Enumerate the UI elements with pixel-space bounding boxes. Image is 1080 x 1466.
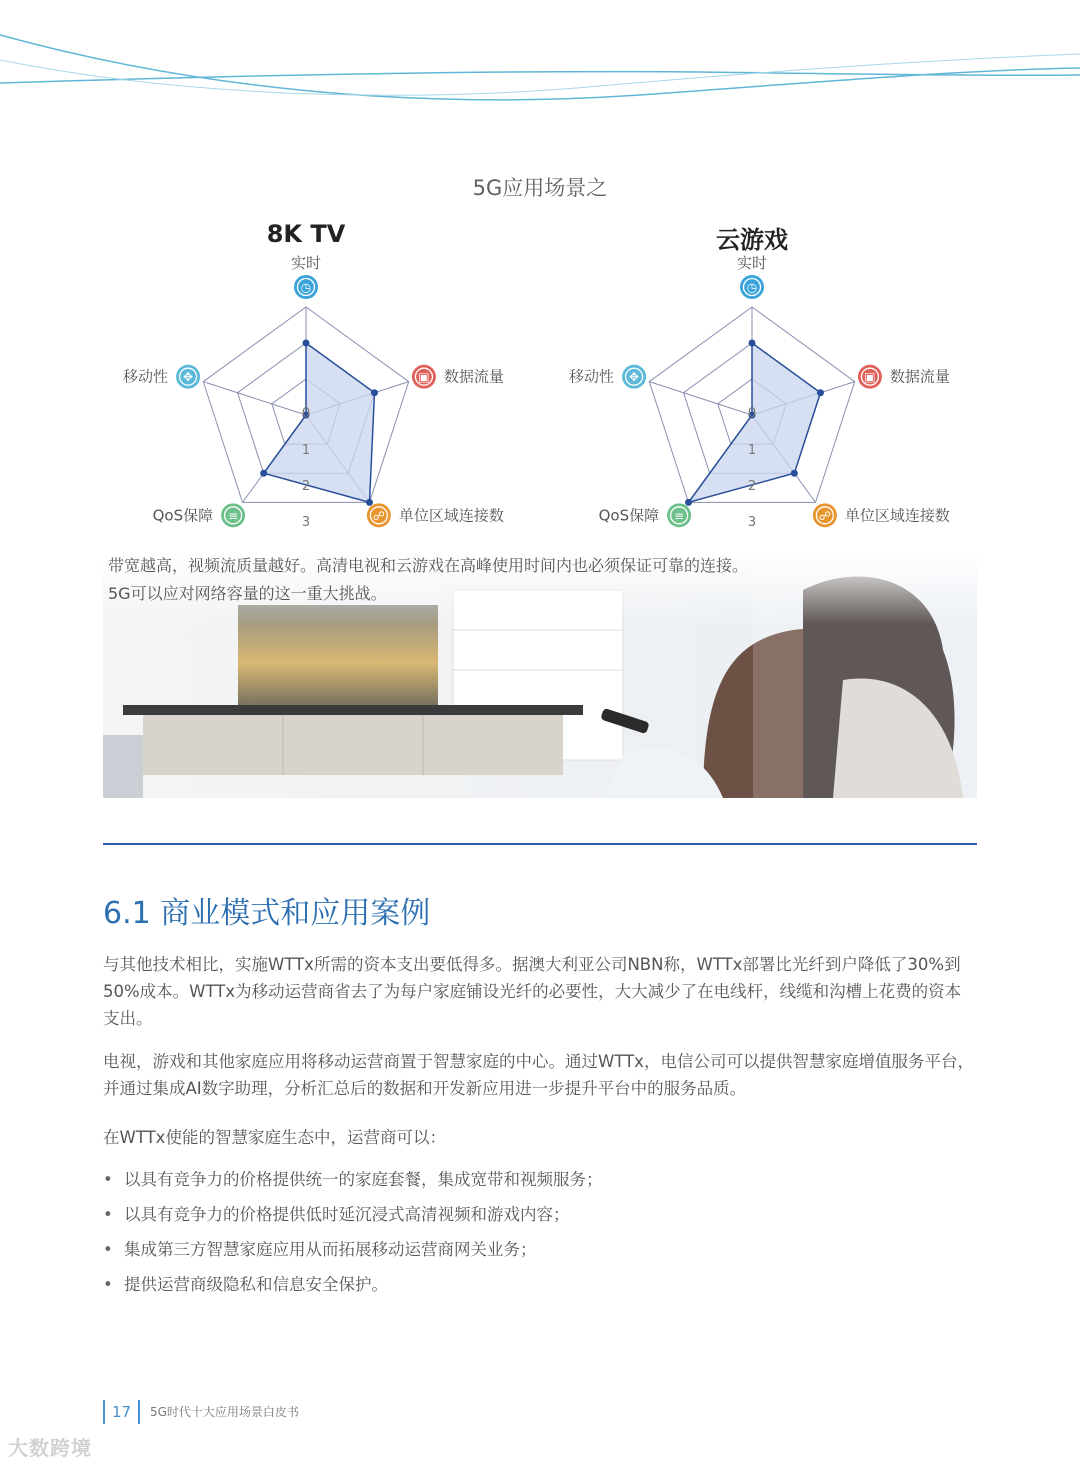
network-icon [813, 503, 837, 527]
scale-tick-label: 1 [747, 443, 757, 458]
box-icon [412, 365, 436, 389]
watermark-logo: 大数跨境 [8, 1436, 92, 1460]
svg-text:◷: ◷ [746, 280, 758, 295]
bullet-marker: • [103, 1275, 113, 1294]
section-divider [103, 843, 977, 845]
scale-tick-label: 2 [301, 479, 311, 494]
data-point [260, 470, 267, 477]
clock-icon [294, 275, 318, 299]
data-point [303, 340, 310, 347]
bullet-marker: • [103, 1170, 113, 1189]
list-item: • 提供运营商级隐私和信息安全保护。 [103, 1271, 977, 1306]
radar-chart-8k-tv [80, 250, 540, 545]
chart-title-8k-tv: 8K TV [266, 220, 346, 248]
header-wave-decoration [0, 0, 1080, 120]
chart-caption [108, 552, 978, 608]
axis-label: 数据流量 [443, 367, 504, 386]
move-icon [622, 365, 646, 389]
svg-text:✥: ✥ [629, 370, 640, 385]
data-area [264, 343, 375, 502]
section-title: 6.1 商业模式和应用案例 [103, 896, 431, 931]
axis-label: 实时 [290, 254, 322, 272]
axis-label: 移动性 [569, 367, 615, 386]
axis-label: 单位区域连接数 [398, 506, 504, 525]
caption-line-2: 5G可以应对网络容量的这一重大挑战。 [108, 584, 387, 603]
priority-icon [667, 503, 691, 527]
clock-icon [740, 275, 764, 299]
footer-document-title: 5G时代十大应用场景白皮书 [150, 1405, 299, 1419]
svg-text:◷: ◷ [300, 280, 312, 295]
radar-chart-cloud-gaming [526, 250, 986, 545]
axis-label: QoS保障 [598, 506, 660, 525]
svg-text:≡: ≡ [674, 508, 685, 523]
network-icon [367, 503, 391, 527]
data-point [791, 470, 798, 477]
data-point [371, 389, 378, 396]
axis-spoke [203, 382, 306, 415]
move-icon [176, 365, 200, 389]
list-item: • 以具有竞争力的价格提供低时延沉浸式高清视频和游戏内容； [103, 1201, 977, 1236]
scale-tick-label: 1 [301, 443, 311, 458]
data-point [366, 499, 373, 506]
scale-tick-label: 3 [301, 515, 311, 530]
scale-tick-label: 2 [747, 479, 757, 494]
svg-text:✥: ✥ [183, 370, 194, 385]
paragraph-capex: 与其他技术相比，实施WTTx所需的资本支出要低得多。据澳大利亚公司NBN称，WTTx部署比光纤到户降低了30%到50%成本。WTTx为移动运营商省去了为每户家庭铺设光纤的必要性，大大减少了在电线杆，线缆和沟槽上花费的资本支出。 [103, 955, 962, 1028]
caption-line-1: 带宽越高，视频流质量越好。高清电视和云游戏在高峰使用时间内也必须保证可靠的连接。 [108, 556, 749, 575]
list-item: • 集成第三方智慧家庭应用从而拓展移动运营商网关业务； [103, 1236, 977, 1271]
svg-text:☍: ☍ [818, 508, 831, 523]
bullet-marker: • [103, 1205, 113, 1224]
priority-icon [221, 503, 245, 527]
scale-tick-label: 0 [747, 406, 757, 421]
svg-text:▣: ▣ [864, 370, 876, 385]
data-point [817, 389, 824, 396]
axis-label: 实时 [736, 254, 768, 272]
paragraph-operators-can: 在WTTx使能的智慧家庭生态中，运营商可以： [103, 1128, 446, 1147]
data-point [685, 499, 692, 506]
page-number: 17 [103, 1400, 140, 1424]
axis-spoke [649, 382, 752, 415]
box-icon [858, 365, 882, 389]
bullet-marker: • [103, 1240, 113, 1259]
list-item: • 以具有竞争力的价格提供统一的家庭套餐，集成宽带和视频服务； [103, 1166, 977, 1201]
svg-text:≡: ≡ [228, 508, 239, 523]
paragraph-smart-home: 电视，游戏和其他家庭应用将移动运营商置于智慧家庭的中心。通过WTTx，电信公司可以提供智慧家庭增值服务平台，并通过集成AI数字助理，分析汇总后的数据和开发新应用进一步提升平台中的服务品质。 [103, 1052, 974, 1098]
axis-label: 单位区域连接数 [844, 506, 950, 525]
page-heading: 5G应用场景之 [472, 176, 608, 200]
scale-tick-label: 0 [301, 406, 311, 421]
axis-label: QoS保障 [152, 506, 214, 525]
chart-title-cloud-gaming: 云游戏 [716, 226, 788, 254]
axis-label: 移动性 [123, 367, 169, 386]
data-point [749, 340, 756, 347]
svg-text:▣: ▣ [418, 370, 430, 385]
svg-text:☍: ☍ [372, 508, 385, 523]
axis-label: 数据流量 [889, 367, 950, 386]
operator-benefits-list [103, 1166, 977, 1306]
scale-tick-label: 3 [747, 515, 757, 530]
